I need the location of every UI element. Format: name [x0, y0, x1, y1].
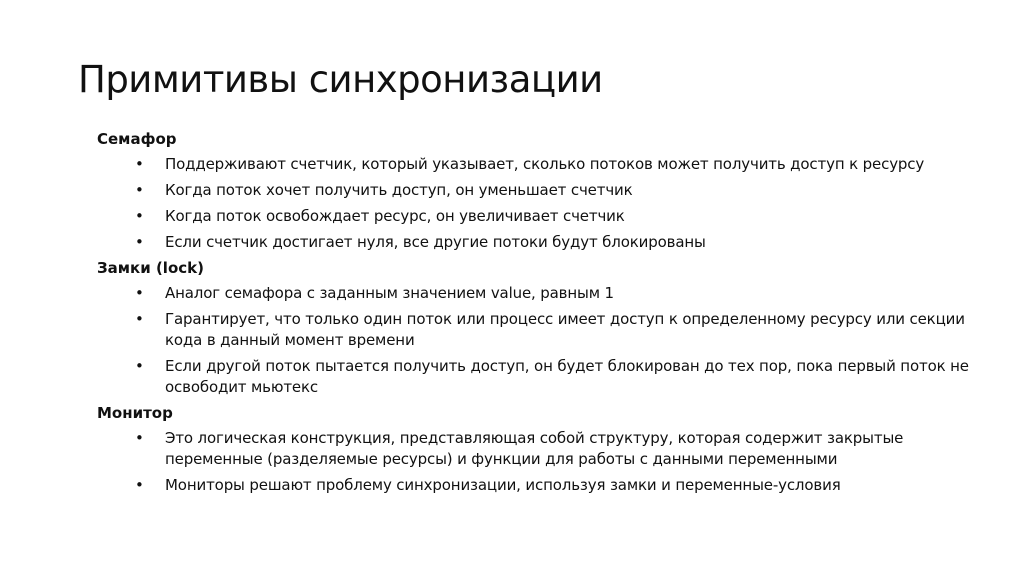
bullet-item: [97, 475, 977, 496]
bullet-text: Если другой поток пытается получить доступ, он будет блокирован до тех пор, пока первый поток не освободит мьютекс: [165, 357, 969, 396]
bullet-text: Аналог семафора с заданным значением value, равным 1: [165, 284, 614, 302]
bullet-list: [97, 154, 977, 253]
bullet-item: [97, 428, 977, 470]
bullet-icon: •: [135, 429, 144, 447]
section-heading: Семафор: [97, 130, 177, 148]
bullet-item: [97, 154, 977, 175]
section-semaphore: [97, 129, 977, 253]
bullet-text: Мониторы решают проблему синхронизации, используя замки и переменные-условия: [165, 476, 841, 494]
section-locks: [97, 258, 977, 398]
bullet-icon: •: [135, 310, 144, 328]
bullet-icon: •: [135, 357, 144, 375]
bullet-list: [97, 283, 977, 398]
bullet-item: [97, 206, 977, 227]
bullet-item: [97, 356, 977, 398]
bullet-text: Гарантирует, что только один поток или процесс имеет доступ к определенному ресурсу или секции кода в данный момент времени: [165, 310, 965, 349]
bullet-text: Поддерживают счетчик, который указывает, сколько потоков может получить доступ к ресурсу: [165, 155, 925, 173]
slide-title: Примитивы синхронизации: [78, 58, 603, 101]
bullet-item: [97, 283, 977, 304]
bullet-text: Когда поток хочет получить доступ, он уменьшает счетчик: [165, 181, 633, 199]
bullet-icon: •: [135, 233, 144, 251]
bullet-icon: •: [135, 181, 144, 199]
bullet-icon: •: [135, 207, 144, 225]
bullet-icon: •: [135, 476, 144, 494]
bullet-text: Если счетчик достигает нуля, все другие потоки будут блокированы: [165, 233, 706, 251]
section-heading: Монитор: [97, 404, 173, 422]
bullet-item: [97, 180, 977, 201]
section-monitor: [97, 403, 977, 496]
bullet-text: Это логическая конструкция, представляющая собой структуру, которая содержит закрытые переменные (разделяемые ресурсы) и функции для работы с данными переменными: [165, 429, 904, 468]
bullet-item: [97, 232, 977, 253]
slide-content: [97, 129, 977, 501]
bullet-text: Когда поток освобождает ресурс, он увеличивает счетчик: [165, 207, 625, 225]
bullet-icon: •: [135, 155, 144, 173]
bullet-list: [97, 428, 977, 496]
section-heading: Замки (lock): [97, 259, 204, 277]
bullet-icon: •: [135, 284, 144, 302]
bullet-item: [97, 309, 977, 351]
